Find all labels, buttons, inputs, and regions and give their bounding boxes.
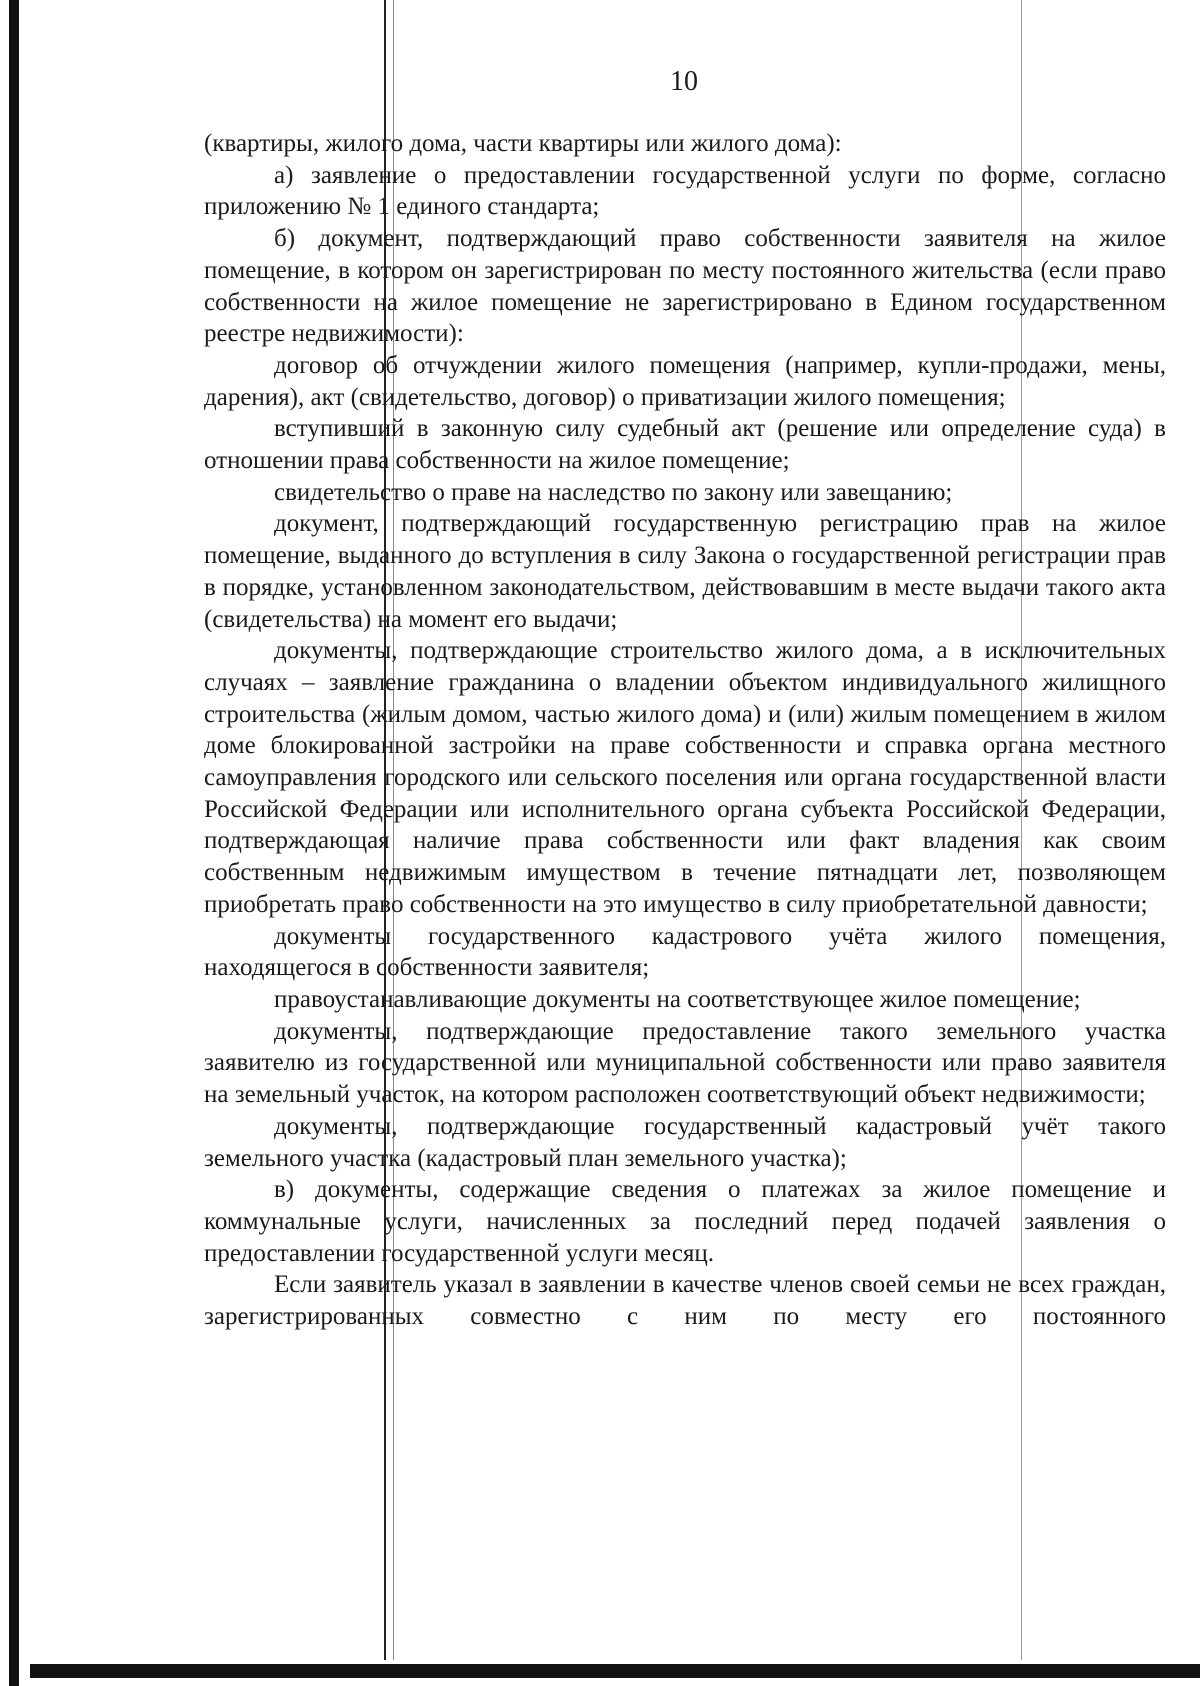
- paragraph: правоустанавливающие документы на соответствующее жилое помещение;: [274, 985, 1081, 1013]
- paragraph: свидетельство о праве на наследство по закону или завещанию;: [274, 478, 953, 506]
- paragraph: б) документ, подтверждающий право собственности заявителя на жилое помещение, в котором он зарегистрирован по месту постоянного жительства (если право собственности на жилое помещение не зарегистрировано в Едином государственном реестре недвижимости):: [204, 225, 1166, 348]
- paragraph: документы, подтверждающие государственный кадастровый учёт такого земельного участка (кадастровый план земельного участка);: [204, 1112, 1166, 1172]
- paragraph: документы, подтверждающие строительство жилого дома, а в исключительных случаях – заявление гражданина о владении объектом индивидуального жилищного строительства (жилым домом, частью жилого дома) и (или) жилым помещением в жилом доме блокированной застройки на праве собственности и справка органа местного самоуправления городского или сельского поселения или органа государственной власти Российской Федерации или исполнительного органа субъекта Российской Федерации, подтверждающая наличие права собственности или факт владения как своим собственным недвижимым имуществом в течение пятнадцати лет, позволяющем приобретать право собственности на это имущество в силу приобретательной давности;: [204, 637, 1166, 918]
- paragraph: (квартиры, жилого дома, части квартиры или жилого дома):: [204, 130, 842, 157]
- paragraph: в) документы, содержащие сведения о платежах за жилое помещение и коммунальные услуги, начисленных за последний перед подачей заявления о предоставлении государственной услуги месяц.: [204, 1176, 1166, 1267]
- page-number: 10: [670, 66, 698, 97]
- paragraph: а) заявление о предоставлении государственной услуги по форме, согласно приложению № 1 единого стандарта;: [204, 161, 1166, 221]
- scan-left-edge: [9, 0, 19, 1686]
- paragraph-continued: Если заявитель указал в заявлении в качестве членов своей семьи не всех граждан, зарегистрированных совместно с ним по месту его постоянного: [204, 1271, 1166, 1331]
- paragraph: вступивший в законную силу судебный акт (решение или определение суда) в отношении права собственности на жилое помещение;: [204, 415, 1166, 475]
- paragraph: договор об отчуждении жилого помещения (например, купли-продажи, мены, дарения), акт (свидетельство, договор) о приватизации жилого помещения;: [204, 351, 1166, 411]
- paragraph: документы, подтверждающие предоставление такого земельного участка заявителю из государственной или муниципальной собственности или право заявителя на земельный участок, на котором расположен соответствующий объект недвижимости;: [204, 1017, 1166, 1109]
- paragraph: документ, подтверждающий государственную регистрацию прав на жилое помещение, выданного до вступления в силу Закона о государственной регистрации прав в порядке, установленном законодательством, действовавшим в месте выдачи такого акта (свидетельства) на момент его выдачи;: [204, 510, 1166, 633]
- scan-bottom-edge: [30, 1664, 1200, 1678]
- document-body: [204, 128, 1166, 1333]
- paragraph: документы государственного кадастрового учёта жилого помещения, находящегося в собственности заявителя;: [204, 922, 1166, 982]
